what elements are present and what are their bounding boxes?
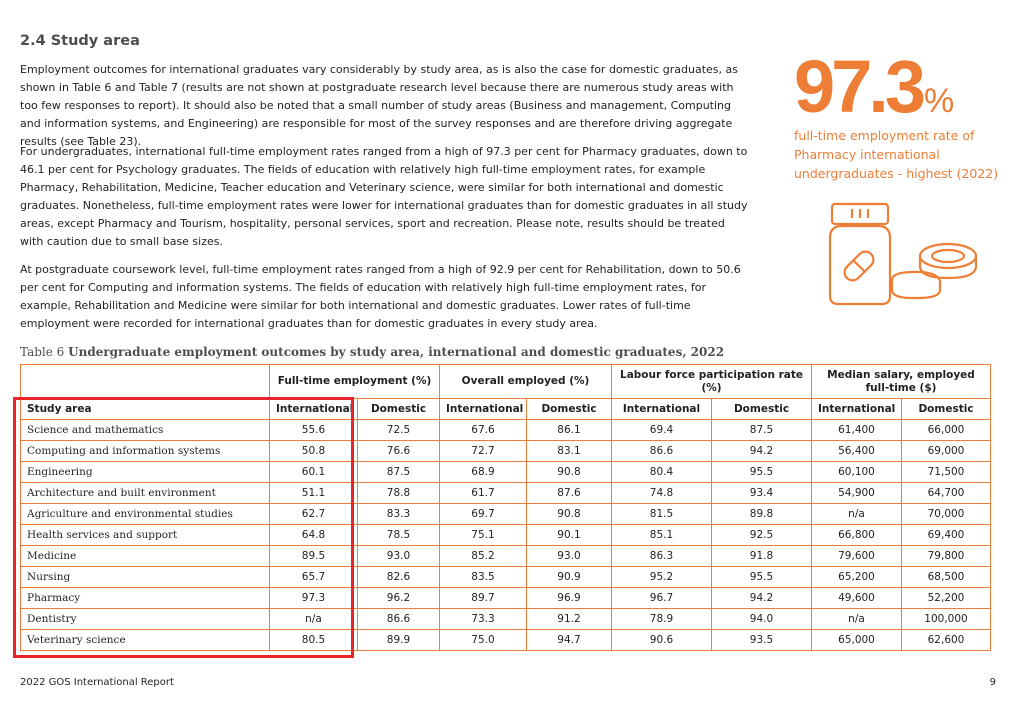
value-cell: 82.6: [358, 567, 440, 588]
study-area-cell: Pharmacy: [21, 588, 270, 609]
value-cell: 61.7: [440, 483, 527, 504]
value-cell: 64.8: [270, 525, 358, 546]
value-cell: 78.5: [358, 525, 440, 546]
value-cell: 86.6: [358, 609, 440, 630]
table-row: [21, 567, 991, 588]
value-cell: 86.6: [612, 441, 712, 462]
value-cell: 90.8: [527, 504, 612, 525]
value-cell: 65,000: [812, 630, 902, 651]
table-row: [21, 441, 991, 462]
value-cell: 67.6: [440, 420, 527, 441]
value-cell: 100,000: [902, 609, 991, 630]
table-title: Undergraduate employment outcomes by study area, international and domestic graduates, 2022: [68, 345, 725, 359]
column-header: International: [812, 399, 902, 420]
study-area-cell: Science and mathematics: [21, 420, 270, 441]
value-cell: 56,400: [812, 441, 902, 462]
employment-outcomes-table: [20, 364, 991, 651]
value-cell: 93.4: [712, 483, 812, 504]
value-cell: 65.7: [270, 567, 358, 588]
value-cell: 94.0: [712, 609, 812, 630]
study-area-cell: Computing and information systems: [21, 441, 270, 462]
value-cell: 94.7: [527, 630, 612, 651]
value-cell: 91.8: [712, 546, 812, 567]
value-cell: 75.0: [440, 630, 527, 651]
value-cell: 70,000: [902, 504, 991, 525]
table-row: [21, 525, 991, 546]
group-header-median-salary: Median salary, employed full-time ($): [812, 365, 991, 399]
value-cell: 85.2: [440, 546, 527, 567]
value-cell: 96.9: [527, 588, 612, 609]
column-header: International: [270, 399, 358, 420]
table-label: Table 6: [20, 345, 65, 359]
value-cell: 60.1: [270, 462, 358, 483]
value-cell: 93.5: [712, 630, 812, 651]
column-header: International: [612, 399, 712, 420]
section-heading: 2.4 Study area: [20, 33, 140, 49]
value-cell: 75.1: [440, 525, 527, 546]
value-cell: 68,500: [902, 567, 991, 588]
value-cell: 81.5: [612, 504, 712, 525]
callout-caption: full-time employment rate of Pharmacy international undergraduates - highest (2022): [794, 128, 999, 181]
value-cell: 97.3: [270, 588, 358, 609]
paragraph-intro: Employment outcomes for international graduates vary considerably by study area, as is also the case for domestic graduates, as shown in Table 6 and Table 7 (results are not shown at postgraduate research level because there are numerous study areas with too few responses to report). It should also be noted that a small number of study areas (Business and management, Computing and information systems, and Engineering) are responsible for most of the survey responses and are therefore driving aggregate results (see Table 23).: [20, 63, 739, 148]
value-cell: 89.9: [358, 630, 440, 651]
pill-bottle-icon: [822, 200, 982, 310]
study-area-cell: Agriculture and environmental studies: [21, 504, 270, 525]
value-cell: 89.7: [440, 588, 527, 609]
value-cell: 85.1: [612, 525, 712, 546]
value-cell: 91.2: [527, 609, 612, 630]
value-cell: 86.1: [527, 420, 612, 441]
column-header: Domestic: [527, 399, 612, 420]
group-header-row: [21, 365, 991, 399]
study-area-cell: Health services and support: [21, 525, 270, 546]
value-cell: 69,000: [902, 441, 991, 462]
value-cell: 87.6: [527, 483, 612, 504]
value-cell: 80.5: [270, 630, 358, 651]
value-cell: 93.0: [358, 546, 440, 567]
value-cell: 83.3: [358, 504, 440, 525]
study-area-cell: Medicine: [21, 546, 270, 567]
value-cell: 79,800: [902, 546, 991, 567]
value-cell: 55.6: [270, 420, 358, 441]
study-area-cell: Dentistry: [21, 609, 270, 630]
value-cell: 71,500: [902, 462, 991, 483]
value-cell: 78.9: [612, 609, 712, 630]
table-row: [21, 546, 991, 567]
value-cell: 69,400: [902, 525, 991, 546]
empty-header-cell: [21, 365, 270, 399]
callout-percent: %: [924, 82, 955, 120]
value-cell: 83.5: [440, 567, 527, 588]
value-cell: 90.9: [527, 567, 612, 588]
value-cell: 89.5: [270, 546, 358, 567]
value-cell: 69.4: [612, 420, 712, 441]
value-cell: 80.4: [612, 462, 712, 483]
value-cell: 92.5: [712, 525, 812, 546]
value-cell: 73.3: [440, 609, 527, 630]
value-cell: 50.8: [270, 441, 358, 462]
value-cell: 95.5: [712, 567, 812, 588]
footer-report-title: 2022 GOS International Report: [20, 677, 174, 688]
value-cell: 65,200: [812, 567, 902, 588]
value-cell: 62,600: [902, 630, 991, 651]
value-cell: 96.2: [358, 588, 440, 609]
callout-number: 97.3: [794, 45, 923, 128]
column-header: Domestic: [358, 399, 440, 420]
value-cell: 87.5: [712, 420, 812, 441]
value-cell: 89.8: [712, 504, 812, 525]
value-cell: 78.8: [358, 483, 440, 504]
value-cell: 66,800: [812, 525, 902, 546]
column-header-study-area: Study area: [21, 399, 270, 420]
study-area-cell: Engineering: [21, 462, 270, 483]
value-cell: 54,900: [812, 483, 902, 504]
value-cell: 95.2: [612, 567, 712, 588]
value-cell: 87.5: [358, 462, 440, 483]
table-body: [21, 420, 991, 651]
value-cell: 69.7: [440, 504, 527, 525]
paragraph-postgraduate: At postgraduate coursework level, full-time employment rates ranged from a high of 92.9 per cent for Rehabilitation, down to 50.6 per cent for Computing and information systems. The fields of education with relatively high full-time employment rates, for example, Rehabilitation and Medicine were similar for both international and domestic graduates. Lower rates of full-time employment were recorded for international graduates than for domestic graduates in every study area.: [20, 263, 741, 330]
sub-header-row: [21, 399, 991, 420]
value-cell: 95.5: [712, 462, 812, 483]
table-row: [21, 588, 991, 609]
value-cell: 86.3: [612, 546, 712, 567]
value-cell: 90.1: [527, 525, 612, 546]
value-cell: 94.2: [712, 588, 812, 609]
value-cell: n/a: [270, 609, 358, 630]
value-cell: 90.8: [527, 462, 612, 483]
value-cell: 83.1: [527, 441, 612, 462]
study-area-cell: Nursing: [21, 567, 270, 588]
value-cell: n/a: [812, 609, 902, 630]
value-cell: 76.6: [358, 441, 440, 462]
value-cell: 72.7: [440, 441, 527, 462]
table-row: [21, 462, 991, 483]
value-cell: 94.2: [712, 441, 812, 462]
paragraph-undergraduates: For undergraduates, international full-time employment rates ranged from a high of 97.3 per cent for Pharmacy graduates, down to 46.1 per cent for Psychology graduates. The fields of education with relatively high full-time employment rates, for example Pharmacy, Rehabilitation, Medicine, Teacher education and Veterinary science, were similar for both international and domestic graduates. Nonetheless, full-time employment rates were lower for international graduates than for domestic graduates in all study areas, except Pharmacy and Tourism, hospitality, personal services, sport and recreation. Please note, results should be treated with caution due to small base sizes.: [20, 145, 748, 248]
study-area-cell: Veterinary science: [21, 630, 270, 651]
value-cell: 61,400: [812, 420, 902, 441]
column-header: Domestic: [712, 399, 812, 420]
table-row: [21, 630, 991, 651]
value-cell: 66,000: [902, 420, 991, 441]
table-caption: [20, 345, 724, 359]
value-cell: 52,200: [902, 588, 991, 609]
table-row: [21, 504, 991, 525]
study-area-cell: Architecture and built environment: [21, 483, 270, 504]
group-header-labour-force: Labour force participation rate (%): [612, 365, 812, 399]
table-row: [21, 609, 991, 630]
value-cell: 93.0: [527, 546, 612, 567]
table-row: [21, 420, 991, 441]
value-cell: 60,100: [812, 462, 902, 483]
value-cell: 72.5: [358, 420, 440, 441]
value-cell: 90.6: [612, 630, 712, 651]
group-header-overall-employed: Overall employed (%): [440, 365, 612, 399]
value-cell: 49,600: [812, 588, 902, 609]
value-cell: 74.8: [612, 483, 712, 504]
value-cell: 79,600: [812, 546, 902, 567]
group-header-full-time: Full-time employment (%): [270, 365, 440, 399]
value-cell: 51.1: [270, 483, 358, 504]
value-cell: 96.7: [612, 588, 712, 609]
column-header: International: [440, 399, 527, 420]
table-row: [21, 483, 991, 504]
column-header: Domestic: [902, 399, 991, 420]
page-number: 9: [989, 677, 996, 688]
value-cell: n/a: [812, 504, 902, 525]
value-cell: 68.9: [440, 462, 527, 483]
value-cell: 62.7: [270, 504, 358, 525]
value-cell: 64,700: [902, 483, 991, 504]
